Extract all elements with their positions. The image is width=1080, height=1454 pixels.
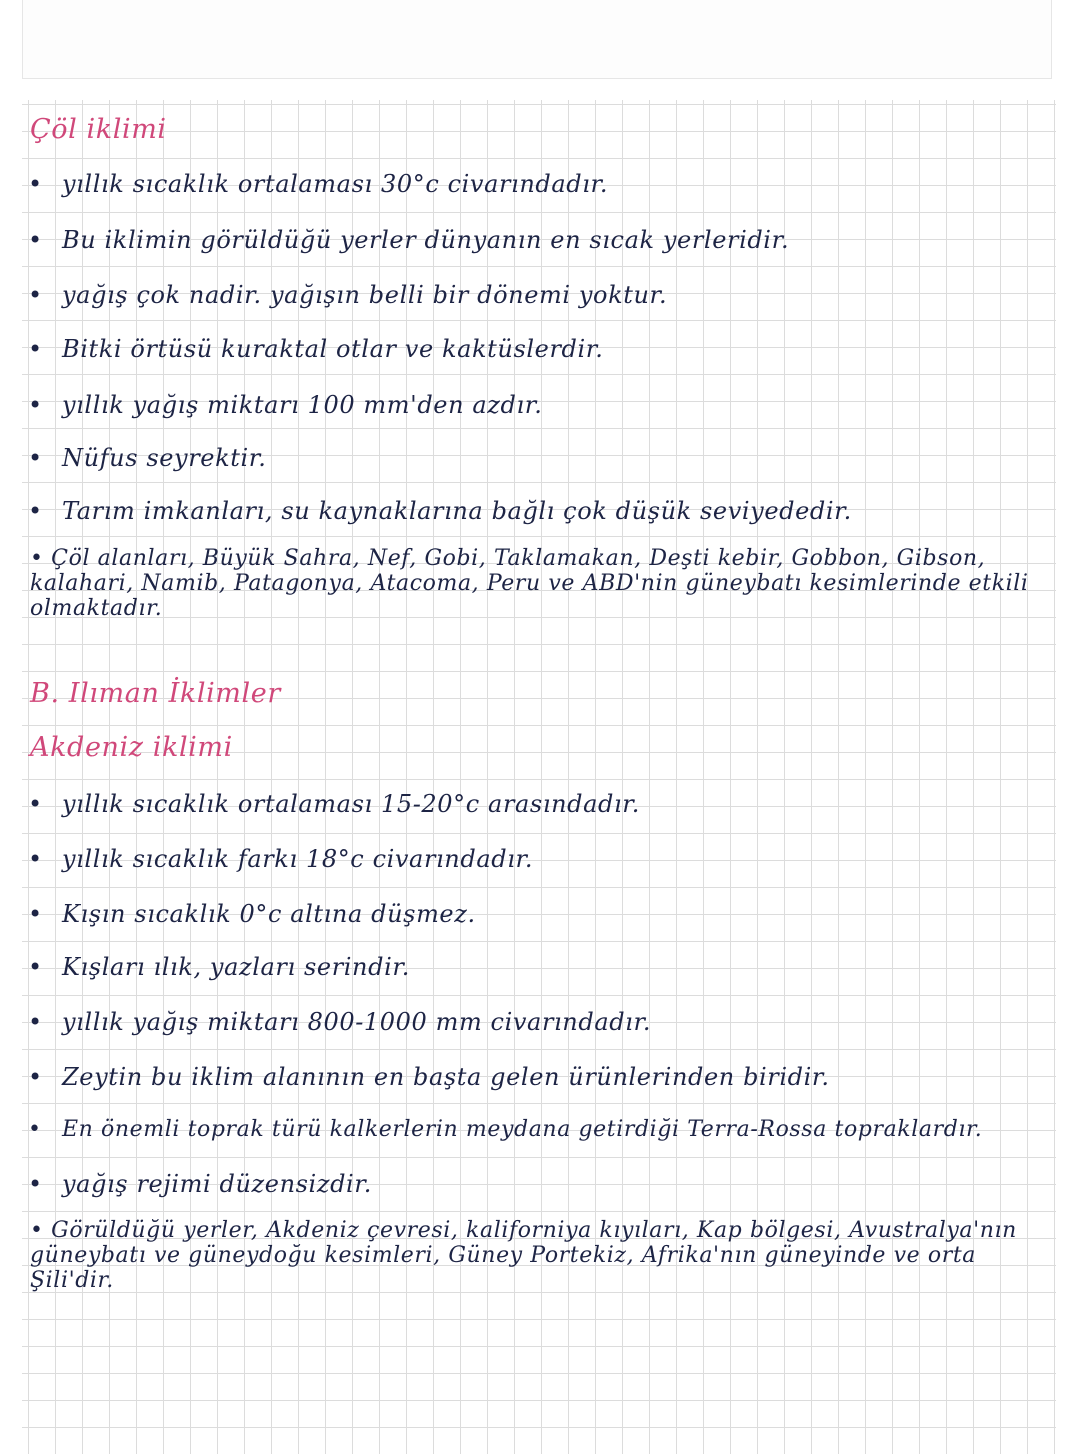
list-item-text: yıllık sıcaklık ortalaması 30°c civarındadır. bbox=[62, 170, 609, 198]
paragraph bbox=[30, 1218, 1040, 1293]
group-title-iliman-iklimler: B. Ilıman İklimler bbox=[30, 678, 281, 709]
list-item-text: yağış çok nadir. yağışın belli bir dönemi yoktur. bbox=[62, 281, 668, 309]
bullet-icon: • bbox=[28, 1117, 42, 1142]
list-item-text: yağış rejimi düzensizdir. bbox=[62, 1170, 372, 1198]
bullet-icon: • bbox=[28, 444, 43, 472]
bullet-icon: • bbox=[30, 1218, 52, 1243]
paragraph-text: Çöl alanları, Büyük Sahra, Nef, Gobi, Taklamakan, Deşti kebir, Gobbon, Gibson, kalahari, Namib, Patagonya, Atacoma, Peru ve ABD'nin güneybatı kesimlerinde etkili olmaktadır. bbox=[30, 546, 1029, 621]
list-item-text: yıllık sıcaklık ortalaması 15-20°c arasındadır. bbox=[62, 790, 640, 818]
bullet-icon: • bbox=[28, 391, 43, 419]
list-item-text: Bu iklimin görüldüğü yerler dünyanın en sıcak yerleridir. bbox=[62, 226, 790, 254]
paragraph bbox=[30, 546, 1040, 621]
list-item-text: yıllık sıcaklık farkı 18°c civarındadır. bbox=[62, 845, 534, 873]
bullet-icon: • bbox=[30, 546, 52, 571]
list-item-text: Kışın sıcaklık 0°c altına düşmez. bbox=[62, 900, 476, 928]
bullet-icon: • bbox=[28, 170, 43, 198]
section-title-akdeniz-iklimi: Akdeniz iklimi bbox=[30, 732, 233, 763]
list-item-text: En önemli toprak türü kalkerlerin meydana getirdiği Terra-Rossa topraklardır. bbox=[62, 1117, 983, 1142]
list-item-text: Kışları ılık, yazları serindir. bbox=[62, 953, 411, 981]
bullet-icon: • bbox=[28, 900, 43, 928]
bullet-icon: • bbox=[28, 497, 43, 525]
list-item-text: yıllık yağış miktarı 800-1000 mm civarındadır. bbox=[62, 1008, 652, 1036]
section-title-col-iklimi: Çöl iklimi bbox=[30, 114, 167, 145]
top-blank-strip bbox=[22, 0, 1052, 79]
bullet-icon: • bbox=[28, 845, 43, 873]
bullet-icon: • bbox=[28, 281, 43, 309]
bullet-icon: • bbox=[28, 335, 43, 363]
bullet-icon: • bbox=[28, 1008, 43, 1036]
list-item-text: yıllık yağış miktarı 100 mm'den azdır. bbox=[62, 391, 543, 419]
list-item-text: Bitki örtüsü kuraktal otlar ve kaktüslerdir. bbox=[62, 335, 604, 363]
bullet-icon: • bbox=[28, 953, 43, 981]
list-item-text: Zeytin bu iklim alanının en başta gelen ürünlerinden biridir. bbox=[62, 1063, 830, 1091]
bullet-icon: • bbox=[28, 790, 43, 818]
notebook-page bbox=[22, 100, 1056, 1454]
bullet-icon: • bbox=[28, 1170, 43, 1198]
bullet-icon: • bbox=[28, 226, 43, 254]
list-item-text: Tarım imkanları, su kaynaklarına bağlı çok düşük seviyededir. bbox=[62, 497, 852, 525]
bullet-icon: • bbox=[28, 1063, 43, 1091]
paragraph-text: Görüldüğü yerler, Akdeniz çevresi, kaliforniya kıyıları, Kap bölgesi, Avustralya'nın güneybatı ve güneydoğu kesimleri, Güney Portekiz, Afrika'nın güneyinde ve orta Şili'dir. bbox=[30, 1218, 1017, 1293]
list-item-text: Nüfus seyrektir. bbox=[62, 444, 267, 472]
